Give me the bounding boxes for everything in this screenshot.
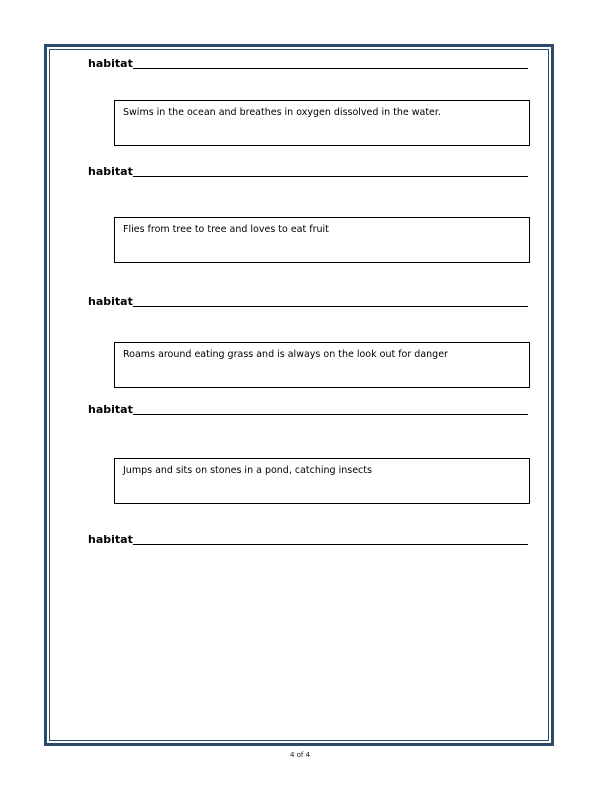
habitat-label: habitat	[88, 533, 133, 546]
habitat-label: habitat	[88, 403, 133, 416]
habitat-answer-row	[88, 292, 528, 308]
habitat-answer-line[interactable]	[133, 414, 528, 415]
habitat-answer-row	[88, 162, 528, 178]
habitat-answer-line[interactable]	[133, 306, 528, 307]
clue-box	[114, 217, 530, 263]
habitat-answer-row	[88, 54, 528, 70]
habitat-label: habitat	[88, 295, 133, 308]
habitat-answer-line[interactable]	[133, 176, 528, 177]
clue-text: Swims in the ocean and breathes in oxygen dissolved in the water.	[123, 107, 441, 118]
habitat-answer-line[interactable]	[133, 68, 528, 69]
clue-box	[114, 100, 530, 146]
clue-text: Flies from tree to tree and loves to eat fruit	[123, 224, 329, 235]
habitat-label: habitat	[88, 165, 133, 178]
clue-box	[114, 342, 530, 388]
habitat-label: habitat	[88, 57, 133, 70]
page-border-inner	[49, 49, 549, 741]
habitat-answer-line[interactable]	[133, 544, 528, 545]
clue-text: Roams around eating grass and is always on the look out for danger	[123, 349, 448, 360]
clue-box	[114, 458, 530, 504]
clue-text: Jumps and sits on stones in a pond, catching insects	[123, 465, 372, 476]
page-number: 4 of 4	[289, 751, 311, 759]
habitat-answer-row	[88, 530, 528, 546]
page-border	[44, 44, 554, 746]
habitat-answer-row	[88, 400, 528, 416]
